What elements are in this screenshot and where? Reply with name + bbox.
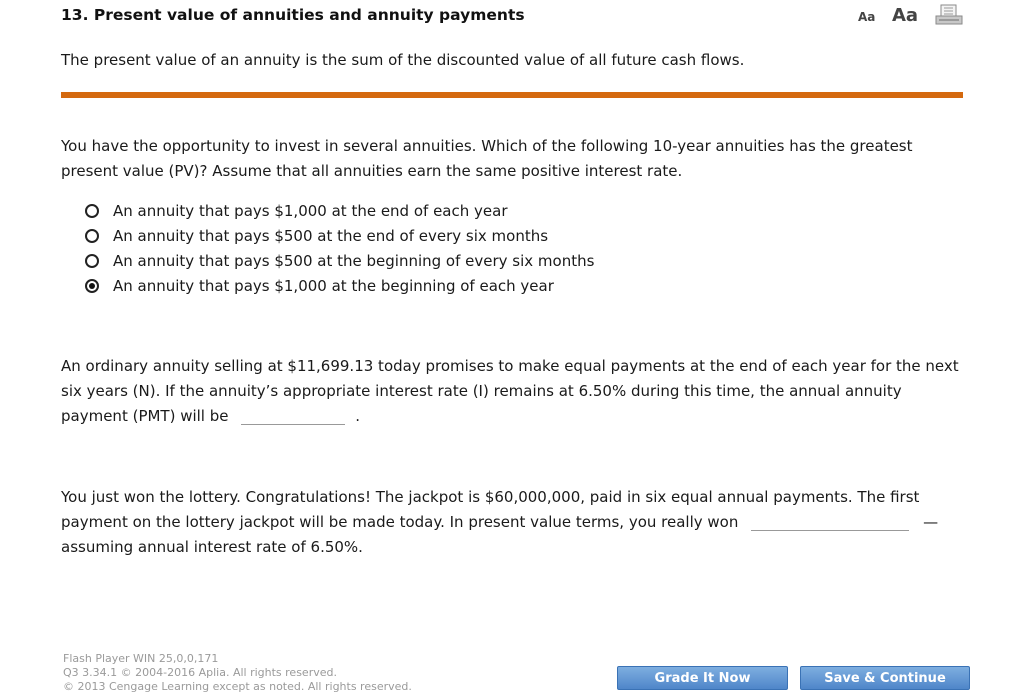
font-size-large-button[interactable]: Aa <box>892 5 919 26</box>
option-label: An annuity that pays $1,000 at the end of each year <box>113 201 508 220</box>
option-end-of-year[interactable] <box>84 198 594 223</box>
page-title: 13. Present value of annuities and annuity payments <box>61 6 525 24</box>
pmt-answer-dropdown[interactable] <box>241 408 345 425</box>
option-label: An annuity that pays $500 at the end of every six months <box>113 226 549 245</box>
radio-button-selected[interactable] <box>85 279 99 293</box>
question2-prompt: An ordinary annuity selling at $11,699.13 today promises to make equal payments at the end of each year for the next six years (N). If the annuity’s appropriate interest rate (I) remains at 6.50% during this time, the annual annuity payment (PMT) will be <box>61 357 959 425</box>
option-label: An annuity that pays $1,000 at the beginning of each year <box>113 276 554 295</box>
radio-button[interactable] <box>85 229 99 243</box>
save-and-continue-button[interactable]: Save & Continue <box>800 666 970 690</box>
question3-prompt: You just won the lottery. Congratulations! The jackpot is $60,000,000, paid in six equal annual payments. The first payment on the lottery jackpot will be made today. In present value terms, you really won <box>61 488 920 531</box>
aplia-copyright: Q3 3.34.1 © 2004-2016 Aplia. All rights reserved. <box>63 666 337 679</box>
grade-it-now-button[interactable]: Grade It Now <box>617 666 788 690</box>
option-beginning-of-six-months[interactable] <box>84 248 594 273</box>
option-end-of-six-months[interactable] <box>84 223 594 248</box>
option-label: An annuity that pays $500 at the beginning of every six months <box>113 251 595 270</box>
footer <box>63 652 412 694</box>
flash-version: Flash Player WIN 25,0,0,171 <box>63 652 219 665</box>
cengage-copyright: © 2013 Cengage Learning except as noted. All rights reserved. <box>63 680 412 693</box>
question2-suffix: . <box>355 407 361 425</box>
question1-prompt: You have the opportunity to invest in several annuities. Which of the following 10-year annuities has the greatest present value (PV)? Assume that all annuities earn the same positive interest rate. <box>61 137 913 180</box>
font-size-small-button[interactable]: Aa <box>858 10 876 24</box>
lottery-pv-answer-dropdown[interactable] <box>751 514 909 531</box>
question3-text <box>61 485 961 560</box>
option-beginning-of-year[interactable] <box>84 273 594 298</box>
question2-text <box>61 354 961 429</box>
question3-suffix: — assuming annual interest rate of 6.50%. <box>61 513 939 556</box>
intro-text: The present value of an annuity is the sum of the discounted value of all future cash flows. <box>61 51 745 69</box>
question1-options <box>84 198 594 298</box>
radio-button[interactable] <box>85 204 99 218</box>
print-icon[interactable] <box>935 4 963 26</box>
radio-button[interactable] <box>85 254 99 268</box>
section-divider <box>61 92 963 98</box>
